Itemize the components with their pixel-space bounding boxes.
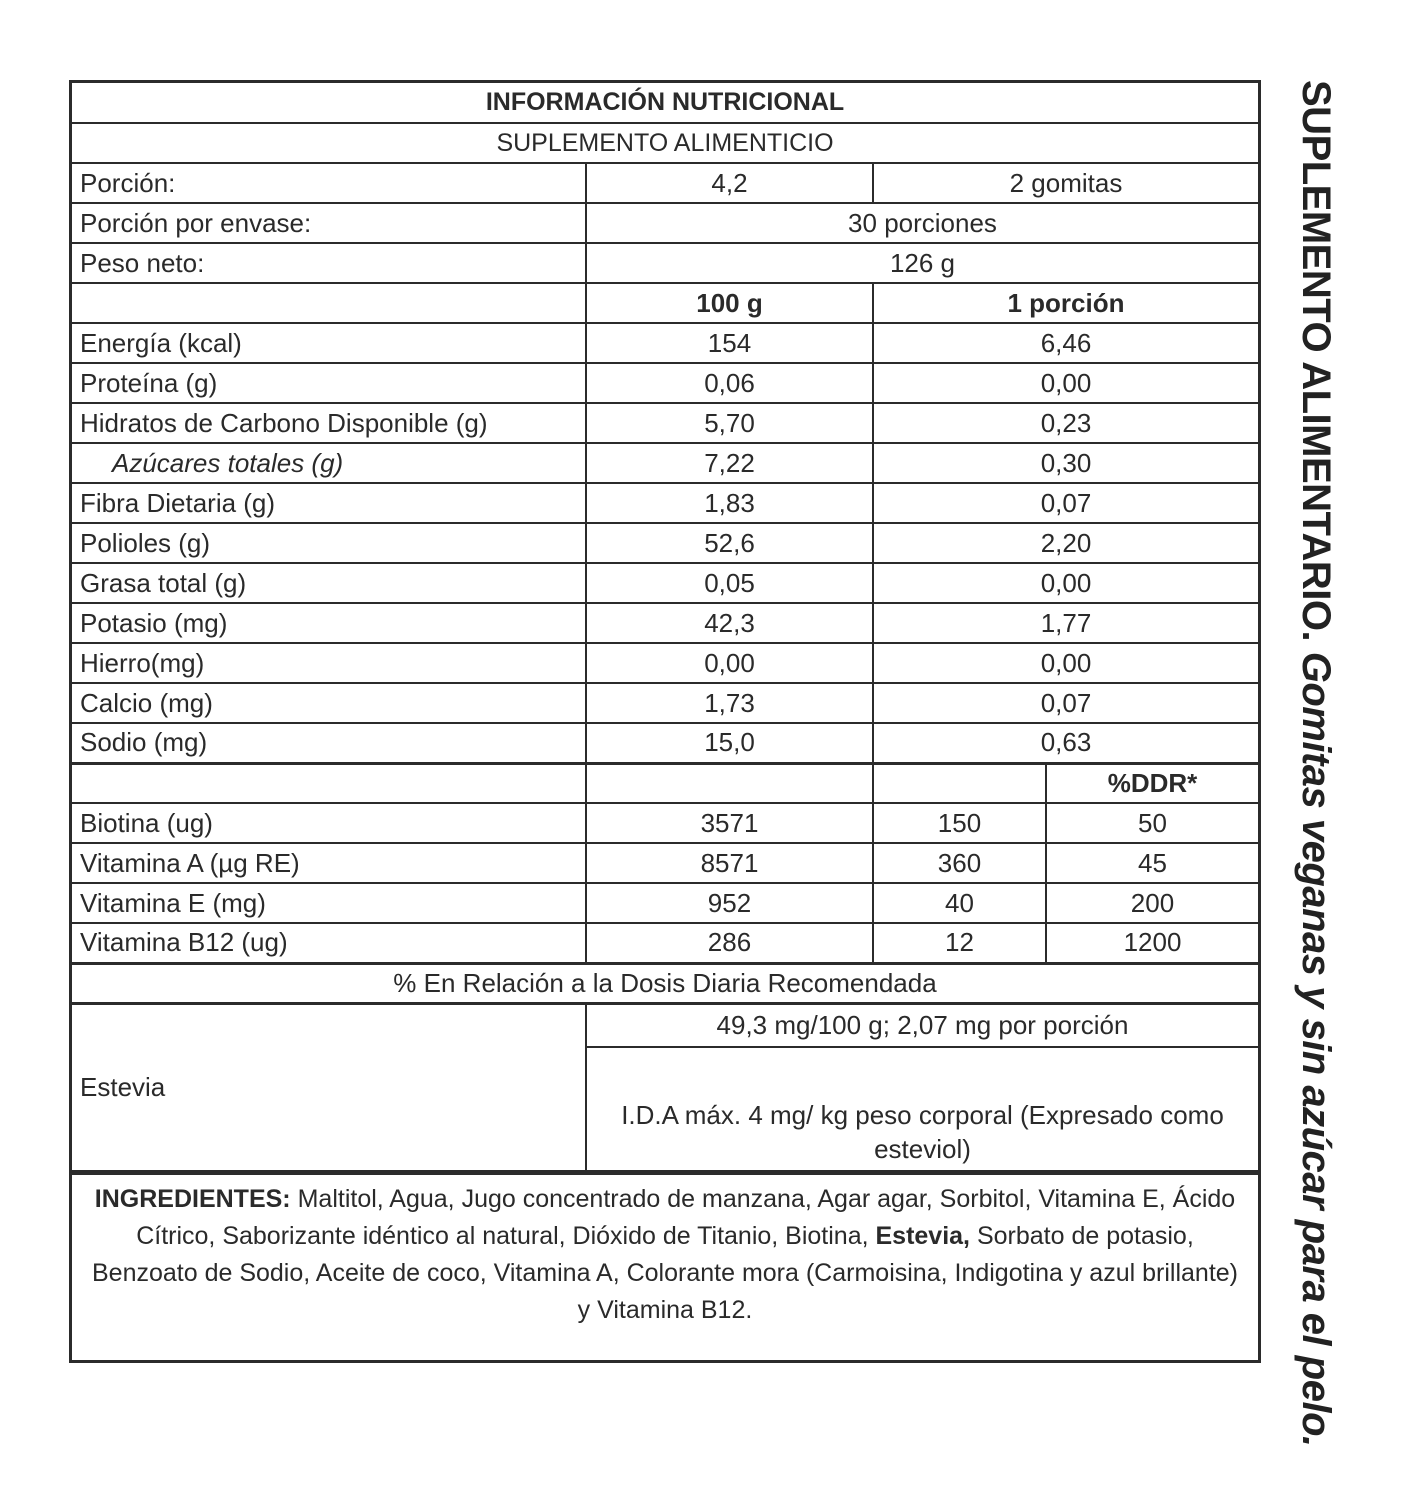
- por-envase-value: 30 porciones: [586, 203, 1258, 243]
- nutrient-name: Hierro(mg): [72, 643, 586, 683]
- nutrient-per100: 1,73: [586, 683, 873, 723]
- nutrient-per-portion: 0,23: [873, 403, 1258, 443]
- nutrient-per100: 0,05: [586, 563, 873, 603]
- ddr-note: % En Relación a la Dosis Diaria Recomendada: [72, 963, 1258, 1003]
- vitamin-ddr: 45: [1046, 843, 1258, 883]
- table-row: [72, 883, 1258, 923]
- col-header-100g: 100 g: [586, 283, 873, 323]
- vitamin-per-portion: 150: [873, 803, 1046, 843]
- nutrient-per-portion: 1,77: [873, 603, 1258, 643]
- table-row: [72, 603, 1258, 643]
- nutrient-per100: 15,0: [586, 723, 873, 763]
- vitamin-per100: 3571: [586, 803, 873, 843]
- side-text-italic: Gomitas veganas y sin azúcar para el pelo.: [1294, 641, 1338, 1447]
- col-header-ddr: %DDR*: [1046, 763, 1258, 803]
- ddr-note-row: [72, 963, 1258, 1003]
- nutrient-per-portion: 0,07: [873, 483, 1258, 523]
- vitamin-per100: 8571: [586, 843, 873, 883]
- peso-neto-value: 126 g: [586, 243, 1258, 283]
- nutrient-per100: 0,00: [586, 643, 873, 683]
- vitamin-ddr: 50: [1046, 803, 1258, 843]
- table-row: [72, 523, 1258, 563]
- nutrient-name: Fibra Dietaria (g): [72, 483, 586, 523]
- vitamin-name: Vitamina E (mg): [72, 883, 586, 923]
- nutrient-name: Potasio (mg): [72, 603, 586, 643]
- nutrient-name: Calcio (mg): [72, 683, 586, 723]
- estevia-amount: 49,3 mg/100 g; 2,07 mg por porción: [586, 1003, 1258, 1047]
- nutrient-name: Polioles (g): [72, 523, 586, 563]
- nutrient-per-portion: 0,07: [873, 683, 1258, 723]
- nutrient-name: Azúcares totales (g): [72, 443, 586, 483]
- estevia-label: Estevia: [72, 1003, 586, 1171]
- table-row: [72, 843, 1258, 883]
- table-row: [72, 643, 1258, 683]
- nutrient-per100: 5,70: [586, 403, 873, 443]
- side-product-description: [1290, 80, 1342, 1447]
- vitamin-per100: 286: [586, 923, 873, 963]
- estevia-row: [72, 1003, 1258, 1047]
- nutrient-per-portion: 0,30: [873, 443, 1258, 483]
- vitamin-per-portion: 40: [873, 883, 1046, 923]
- nutrient-per-portion: 6,46: [873, 323, 1258, 363]
- porcion-value: 4,2: [586, 163, 873, 203]
- column-header-row: [72, 283, 1258, 323]
- table-row: [72, 163, 1258, 203]
- nutrient-per-portion: 2,20: [873, 523, 1258, 563]
- table-row: [72, 723, 1258, 763]
- table-row: [72, 403, 1258, 443]
- table-row: [72, 483, 1258, 523]
- nutrient-name: Hidratos de Carbono Disponible (g): [72, 403, 586, 443]
- nutrient-per100: 0,06: [586, 363, 873, 403]
- table-row: [72, 803, 1258, 843]
- table-row: [72, 923, 1258, 963]
- table-row: [72, 363, 1258, 403]
- nutrient-name: Grasa total (g): [72, 563, 586, 603]
- ingredients-part1: Maltitol, Agua, Jugo concentrado de manzana, Agar agar, Sorbitol, Vitamina E, Ácido Cítrico, Saborizante idéntico al natural, Dióxido de Titanio, Biotina,: [136, 1185, 1236, 1250]
- porcion-label: Porción:: [72, 163, 586, 203]
- vitamin-name: Biotina (ug): [72, 803, 586, 843]
- vitamin-name: Vitamina A (µg RE): [72, 843, 586, 883]
- porcion-units: 2 gomitas: [873, 163, 1258, 203]
- nutrient-per100: 1,83: [586, 483, 873, 523]
- ingredients-part2: Sorbato de potasio, Benzoato de Sodio, Aceite de coco, Vitamina A, Colorante mora (Carmoisina, Indigotina y azul brillante) y Vitamina B12.: [91, 1222, 1238, 1324]
- col-header-portion: 1 porción: [873, 283, 1258, 323]
- estevia-ida: I.D.A máx. 4 mg/ kg peso corporal (Expresado como esteviol): [586, 1047, 1258, 1171]
- empty-cell: [873, 763, 1046, 803]
- nutrient-per-portion: 0,00: [873, 643, 1258, 683]
- empty-cell: [586, 763, 873, 803]
- ingredients-label: INGREDIENTES:: [94, 1185, 291, 1213]
- empty-cell: [72, 283, 586, 323]
- table-row: [72, 443, 1258, 483]
- nutrient-per-portion: 0,00: [873, 563, 1258, 603]
- vitamin-per-portion: 12: [873, 923, 1046, 963]
- table-row: [72, 323, 1258, 363]
- nutrient-per-portion: 0,00: [873, 363, 1258, 403]
- vitamin-ddr: 200: [1046, 883, 1258, 923]
- vitamin-per100: 952: [586, 883, 873, 923]
- nutrient-per100: 154: [586, 323, 873, 363]
- peso-neto-label: Peso neto:: [72, 243, 586, 283]
- table-row: [72, 683, 1258, 723]
- nutrient-name: Proteína (g): [72, 363, 586, 403]
- nutrient-name: Energía (kcal): [72, 323, 586, 363]
- empty-cell: [72, 763, 586, 803]
- title-row: [72, 83, 1258, 123]
- vitamin-per-portion: 360: [873, 843, 1046, 883]
- nutrition-label: [69, 80, 1261, 1363]
- ingredients-bold-item: Estevia,: [875, 1222, 971, 1250]
- side-text-bold: SUPLEMENTO ALIMENTARIO.: [1294, 80, 1338, 642]
- ingredients-text: [72, 1172, 1258, 1360]
- vitamin-name: Vitamina B12 (ug): [72, 923, 586, 963]
- subtitle-row: [72, 123, 1258, 163]
- por-envase-label: Porción por envase:: [72, 203, 586, 243]
- nutrient-per100: 42,3: [586, 603, 873, 643]
- table-subtitle: SUPLEMENTO ALIMENTICIO: [72, 123, 1258, 163]
- table-row: [72, 203, 1258, 243]
- nutrient-per-portion: 0,63: [873, 723, 1258, 763]
- table-row: [72, 563, 1258, 603]
- nutrient-per100: 7,22: [586, 443, 873, 483]
- nutrient-name: Sodio (mg): [72, 723, 586, 763]
- ddr-header-row: [72, 763, 1258, 803]
- table-row: [72, 243, 1258, 283]
- nutrient-per100: 52,6: [586, 523, 873, 563]
- vitamin-ddr: 1200: [1046, 923, 1258, 963]
- nutrition-table: [72, 83, 1258, 1172]
- table-title: INFORMACIÓN NUTRICIONAL: [72, 83, 1258, 123]
